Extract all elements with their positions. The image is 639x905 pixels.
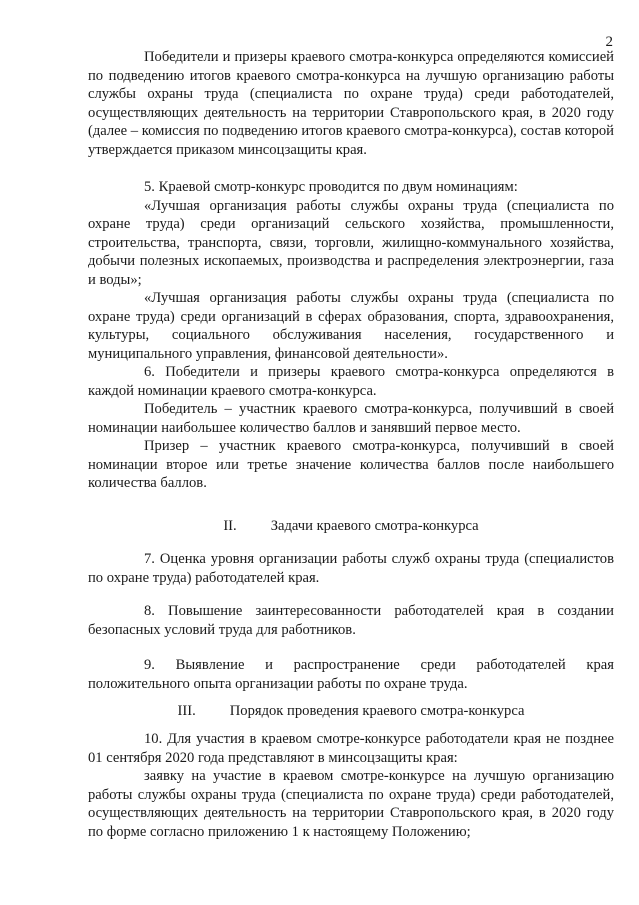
item-10-application: заявку на участие в краевом смотре-конкурсе на лучшую организацию работы службы охраны труда (специалиста по охране труда) среди работодателей, осуществляющих деятельность на территории Ставропольского края, в 2020 году по форме согласно приложению 1 к настоящему Положению; xyxy=(88,768,614,840)
intro-section xyxy=(88,48,614,159)
item-5-section xyxy=(88,178,614,363)
item-5-nomination-2: «Лучшая организация работы службы охраны труда (специалиста по охране труда) среди организаций в сферах образования, спорта, здравоохранения, культуры, социального обслуживания населения, государственного и муниципального управления, финансовой деятельности». xyxy=(88,290,614,362)
section-3-title: Порядок проведения краевого смотра-конкурса xyxy=(229,703,525,719)
section-3-heading xyxy=(88,702,614,721)
item-5-lead: 5. Краевой смотр-конкурс проводится по двум номинациям: xyxy=(144,179,518,195)
section-2-heading xyxy=(88,517,614,536)
item-7-paragraph: 7. Оценка уровня организации работы служб охраны труда (специалистов по охране труда) работодателей края. xyxy=(88,551,614,586)
item-8-paragraph: 8. Повышение заинтересованности работодателей края в создании безопасных условий труда для работников. xyxy=(88,603,614,638)
item-6-lead: 6. Победители и призеры краевого смотра-конкурса определяются в каждой номинации краевого смотра-конкурса. xyxy=(88,364,614,399)
page-number: 2 xyxy=(605,34,613,50)
item-8-section xyxy=(88,602,614,639)
item-6-winner: Победитель – участник краевого смотра-конкурса, получивший в своей номинации наибольшее количество баллов и занявший первое место. xyxy=(88,401,614,436)
section-2-numeral: II. xyxy=(223,518,237,534)
item-7-section xyxy=(88,550,614,587)
section-3-numeral: III. xyxy=(177,703,196,719)
item-10-paragraph: 10. Для участия в краевом смотре-конкурсе работодатели края не позднее 01 сентября 2020 года представляют в минсоцзащиты края: xyxy=(88,731,614,766)
item-9-paragraph: 9. Выявление и распространение среди работодателей края положительного опыта организации работы по охране труда. xyxy=(88,657,614,692)
intro-paragraph: Победители и призеры краевого смотра-конкурса определяются комиссией по подведению итогов краевого смотра-конкурса на лучшую организацию работы службы охраны труда (специалиста по охране труда) среди работодателей, осуществляющих деятельность на территории Ставропольского края, в 2020 году (далее – комиссия по подведению итогов краевого смотра-конкурса), состав которой утверждается приказом минсоцзащиты края. xyxy=(88,49,614,158)
item-10-section xyxy=(88,730,614,841)
item-6-prize: Призер – участник краевого смотра-конкурса, получивший в своей номинации второе или третье значение количества баллов после наибольшего количества баллов. xyxy=(88,438,614,491)
item-6-section xyxy=(88,363,614,493)
item-9-section xyxy=(88,656,614,693)
section-2-title: Задачи краевого смотра-конкурса xyxy=(270,518,479,534)
item-5-nomination-1: «Лучшая организация работы службы охраны труда (специалиста по охране труда) среди организаций сельского хозяйства, промышленности, строительства, транспорта, связи, торговли, жилищно-коммунального хозяйства, добычи полезных ископаемых, производства и распределения электроэнергии, газа и воды»; xyxy=(88,197,614,288)
